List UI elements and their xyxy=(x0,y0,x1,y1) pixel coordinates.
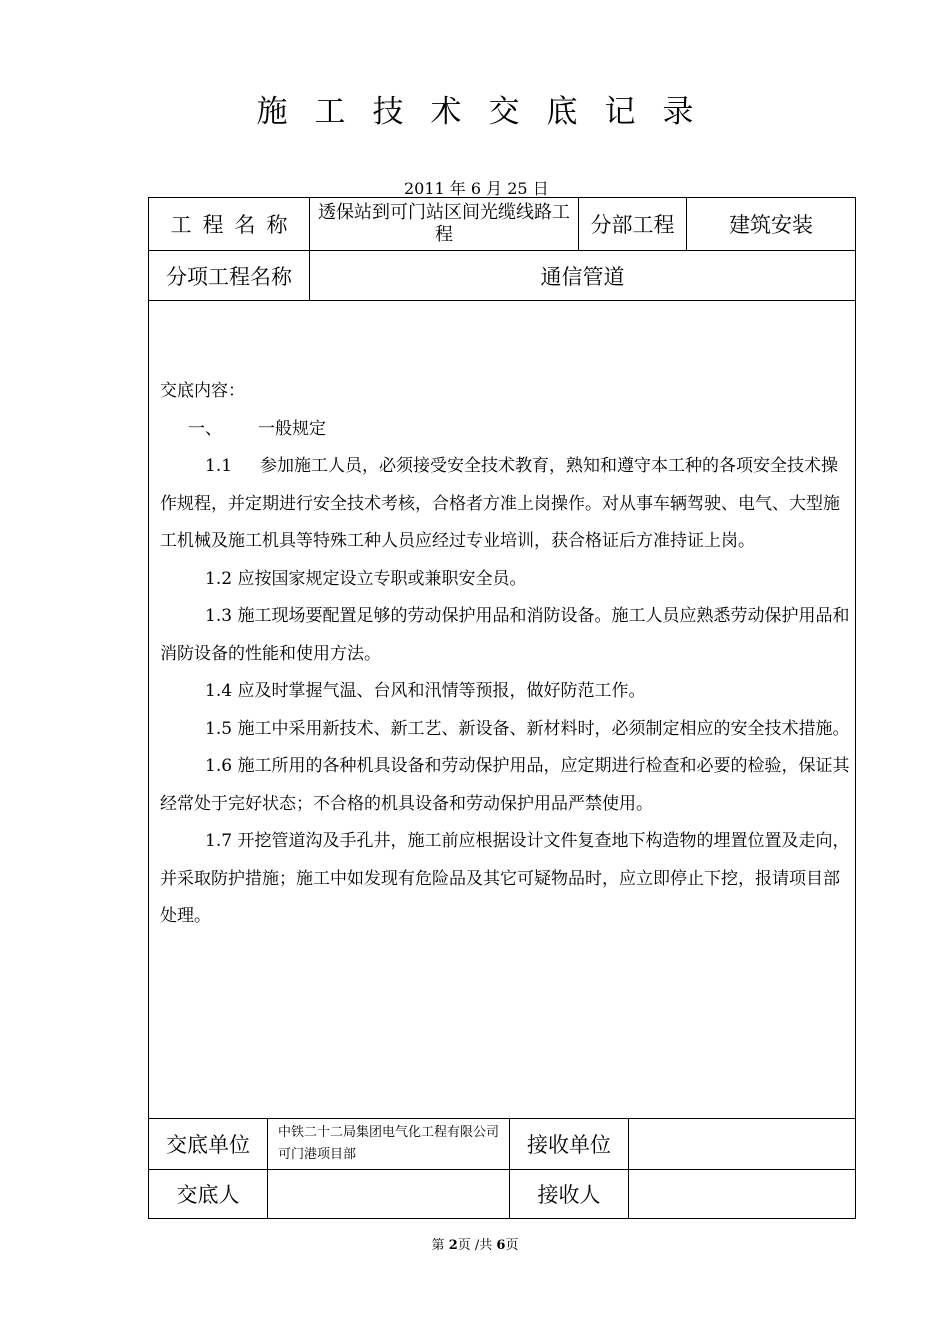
content-heading: 交底内容： xyxy=(160,381,245,401)
subitem-value: 通信管道 xyxy=(540,264,625,289)
section-title: 一般规定 xyxy=(258,418,326,439)
section-number: 一、 xyxy=(188,418,222,439)
section-heading xyxy=(160,411,850,449)
paragraph-number: 1.5 xyxy=(205,718,233,739)
paragraph-1-1 xyxy=(160,448,850,561)
paragraph-number: 1.2 xyxy=(205,568,233,589)
total-page-number: 6 xyxy=(496,1238,506,1253)
receiver-person-value[interactable] xyxy=(629,1170,855,1218)
paragraph-text: 应及时掌握气温、台风和汛情等预报，做好防范工作。 xyxy=(237,681,646,701)
project-name-label: 工程名称 xyxy=(170,213,299,237)
paragraph-text: 施工中采用新技术、新工艺、新设备、新材料时，必须制定相应的安全技术措施。 xyxy=(237,718,850,739)
paragraph-1-4 xyxy=(160,673,850,711)
paragraph-number: 1.3 xyxy=(205,606,233,626)
paragraph-1-6 xyxy=(160,748,850,823)
paragraph-text: 施工现场要配置足够的劳动保护用品和消防设备。施工人员应熟悉劳动保护用品和消防设备的性能和使用方法。 xyxy=(160,606,850,664)
issuer-person-value[interactable] xyxy=(268,1170,509,1218)
paragraph-text: 应按国家规定设立专职或兼职安全员。 xyxy=(237,568,527,589)
paragraph-number: 1.7 xyxy=(205,831,233,851)
paragraph-1-5 xyxy=(160,711,850,749)
page-footer xyxy=(0,1234,950,1253)
paragraph-number: 1.4 xyxy=(205,681,233,701)
paragraph-text: 参加施工人员，必须接受安全技术教育，熟知和遵守本工种的各项安全技术操作规程，并定期进行安全技术考核，合格者方准上岗操作。对从事车辆驾驶、电气、大型施工机械及施工机具等特殊工种人员应经过专业培训，获合格证后方准持证上岗。 xyxy=(160,456,840,551)
document-date: 2011 年 6 月 25 日 xyxy=(404,179,549,198)
paragraph-number: 1.1 xyxy=(205,456,233,476)
paragraph-text: 施工所用的各种机具设备和劳动保护用品，应定期进行检查和必要的检验，保证其经常处于完好状态；不合格的机具设备和劳动保护用品严禁使用。 xyxy=(160,756,850,814)
issuer-person-label: 交底人 xyxy=(176,1183,240,1207)
subitem-label: 分项工程名称 xyxy=(166,264,292,289)
current-page-number: 2 xyxy=(448,1238,458,1253)
paragraph-text: 开挖管道沟及手孔井，施工前应根据设计文件复查地下构造物的埋置位置及走向，并采取防护措施；施工中如发现有危险品及其它可疑物品时，应立即停止下挖，报请项目部处理。 xyxy=(160,831,850,926)
document-title: 施工技术交底记录 xyxy=(256,94,721,130)
paragraph-1-3 xyxy=(160,598,850,673)
disclosure-content xyxy=(160,373,850,936)
division-value: 建筑安装 xyxy=(729,213,813,237)
footer-prefix: 第 xyxy=(431,1238,445,1253)
footer-suffix: 页 xyxy=(505,1238,519,1253)
receiver-person-label: 接收人 xyxy=(537,1183,601,1207)
paragraph-1-7 xyxy=(160,823,850,936)
division-label: 分部工程 xyxy=(590,213,675,237)
issuer-unit-value: 中铁二十二局集团电气化工程有限公司可门港项目部 xyxy=(278,1125,500,1162)
receiver-unit-label: 接收单位 xyxy=(527,1133,611,1157)
paragraph-1-2 xyxy=(160,561,850,599)
paragraph-number: 1.6 xyxy=(205,756,233,776)
receiver-unit-value[interactable] xyxy=(629,1119,855,1169)
footer-mid: 页 /共 xyxy=(457,1238,493,1253)
issuer-unit-label: 交底单位 xyxy=(166,1133,250,1157)
project-name-value: 透保站到可门站区间光缆线路工程 xyxy=(318,202,570,245)
